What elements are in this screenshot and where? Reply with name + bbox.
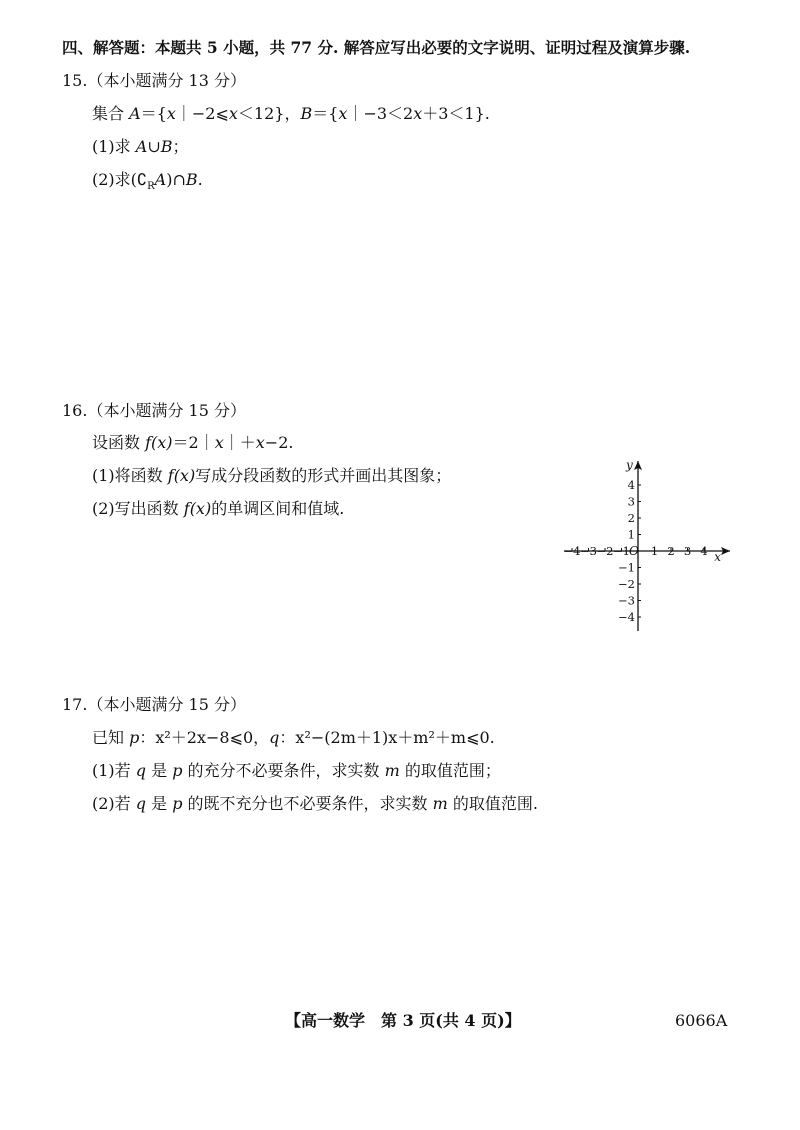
q15-part2	[92, 169, 203, 198]
q16-heading	[62, 400, 246, 422]
q16-part2-text: 的单调区间和值域.	[211, 499, 345, 518]
coordinate-axes	[558, 455, 738, 635]
q17-heading	[62, 694, 246, 716]
q15-stem-text: ＝{	[140, 104, 167, 123]
q16-stem-text: ＝2｜	[172, 433, 215, 452]
x-axis-label: x	[714, 550, 722, 564]
q17-stem-text: 已知	[92, 728, 130, 747]
q15-part2-text: )∩	[166, 170, 186, 189]
q15-part1-text: (1)求	[92, 137, 136, 156]
q15-number: 15.	[62, 71, 88, 90]
q16-part1	[92, 465, 451, 487]
origin-label: O	[629, 544, 639, 558]
q16-score: （本小题满分 15 分）	[87, 401, 246, 420]
q15-var-x: x	[338, 104, 348, 123]
q17-stem	[92, 727, 495, 749]
q17-part2-text: (2)若	[92, 794, 136, 813]
q16-part1-text: 写成分段函数的形式并画出其图象；	[195, 466, 452, 485]
q15-var-x: x	[413, 104, 423, 123]
q16-function: f(x)	[167, 466, 196, 485]
q16-part2	[92, 498, 344, 520]
q17-prop-p: p	[172, 794, 183, 813]
y-tick-label: 3	[627, 494, 635, 509]
q15-set-b: B	[185, 170, 198, 189]
q17-part1-text: (1)若	[92, 761, 136, 780]
y-tick-label: −4	[618, 610, 635, 624]
q17-prop-p: p	[172, 761, 183, 780]
q17-var-m: m	[432, 794, 448, 813]
q15-set-b: B	[300, 104, 313, 123]
y-tick-label: 4	[627, 478, 635, 492]
q17-number: 17.	[62, 695, 88, 714]
x-tick-label: 2	[667, 544, 675, 558]
q15-stem	[92, 103, 490, 125]
q17-part1-text: 的取值范围；	[399, 761, 501, 780]
q15-part2-text: .	[197, 170, 203, 189]
q16-stem-text: −2.	[264, 433, 294, 452]
q15-stem-text: ｜−3＜2	[347, 104, 414, 123]
complement-subscript: R	[147, 181, 155, 193]
y-tick-label: 1	[627, 527, 635, 542]
q17-p-expression: ：x²＋2x−8⩽0，	[139, 728, 270, 747]
q16-stem-text: 设函数	[92, 433, 146, 452]
y-axis-label: y	[626, 458, 633, 472]
q16-var-x: x	[255, 433, 265, 452]
q15-part1-text: ；	[172, 137, 189, 156]
x-tick-label: 4	[700, 544, 708, 558]
q16-function: f(x)	[183, 499, 212, 518]
q16-part1-text: (1)将函数	[92, 466, 168, 485]
q17-part2-text: 是	[146, 794, 173, 813]
q15-var-x: x	[228, 104, 238, 123]
q15-part1	[92, 136, 189, 158]
q16-var-x: x	[214, 433, 224, 452]
q15-part1-expr: A∪B	[135, 137, 173, 156]
page-code: 6066A	[675, 1011, 728, 1030]
x-tick-label: 1	[650, 544, 659, 558]
section-header: 四、解答题：本题共 5 小题，共 77 分. 解答应写出必要的文字说明、证明过程及演算步骤.	[62, 38, 691, 57]
q17-prop-q: q	[135, 761, 147, 780]
q16-stem-text: ｜＋	[223, 433, 256, 452]
q15-stem-text: ｜−2⩽	[175, 104, 229, 123]
x-tick-label: −2	[596, 544, 614, 558]
q17-prop-q: q	[269, 728, 280, 747]
q15-var-x: x	[166, 104, 176, 123]
x-tick-label: −4	[563, 544, 581, 558]
q17-part1-text: 的充分不必要条件，求实数	[182, 761, 385, 780]
x-tick-label: −1	[613, 544, 630, 558]
y-tick-label: −2	[618, 577, 635, 591]
q15-part2-text: (2)求(	[92, 170, 137, 189]
complement-symbol: ∁	[136, 170, 148, 189]
y-tick-label: −3	[618, 593, 635, 608]
q16-number: 16.	[62, 401, 88, 420]
q17-part2-text: 的既不充分也不必要条件，求实数	[182, 794, 433, 813]
q15-stem-text: ＋3＜1}.	[422, 104, 490, 123]
q16-function: f(x)	[145, 433, 173, 452]
q17-part1-text: 是	[146, 761, 173, 780]
q15-stem-text: ＝{	[312, 104, 339, 123]
page-footer-title: 【高一数学 第 3 页(共 4 页)】	[285, 1011, 521, 1030]
q17-prop-q: q	[135, 794, 147, 813]
x-tick-label: −3	[580, 544, 597, 558]
q15-stem-text: 集合	[92, 104, 130, 123]
q17-score: （本小题满分 15 分）	[87, 695, 246, 714]
q17-part2	[92, 793, 538, 815]
q17-var-m: m	[384, 761, 400, 780]
x-tick-label: 3	[683, 544, 692, 558]
q15-part2-expr: A	[154, 170, 167, 189]
q17-part1	[92, 760, 501, 782]
q15-set-a: A	[129, 104, 141, 123]
q15-score: （本小题满分 13 分）	[87, 71, 246, 90]
q17-part2-text: 的取值范围.	[447, 794, 538, 813]
y-tick-label: −1	[618, 560, 635, 575]
q16-part2-text: (2)写出函数	[92, 499, 184, 518]
q17-prop-p: p	[129, 728, 140, 747]
y-tick-label: 2	[627, 511, 635, 525]
q17-q-expression: ：x²−(2m＋1)x＋m²＋m⩽0.	[279, 728, 495, 747]
q16-stem	[92, 432, 293, 454]
q15-heading	[62, 70, 246, 92]
q15-stem-text: ＜12}，	[237, 104, 301, 123]
